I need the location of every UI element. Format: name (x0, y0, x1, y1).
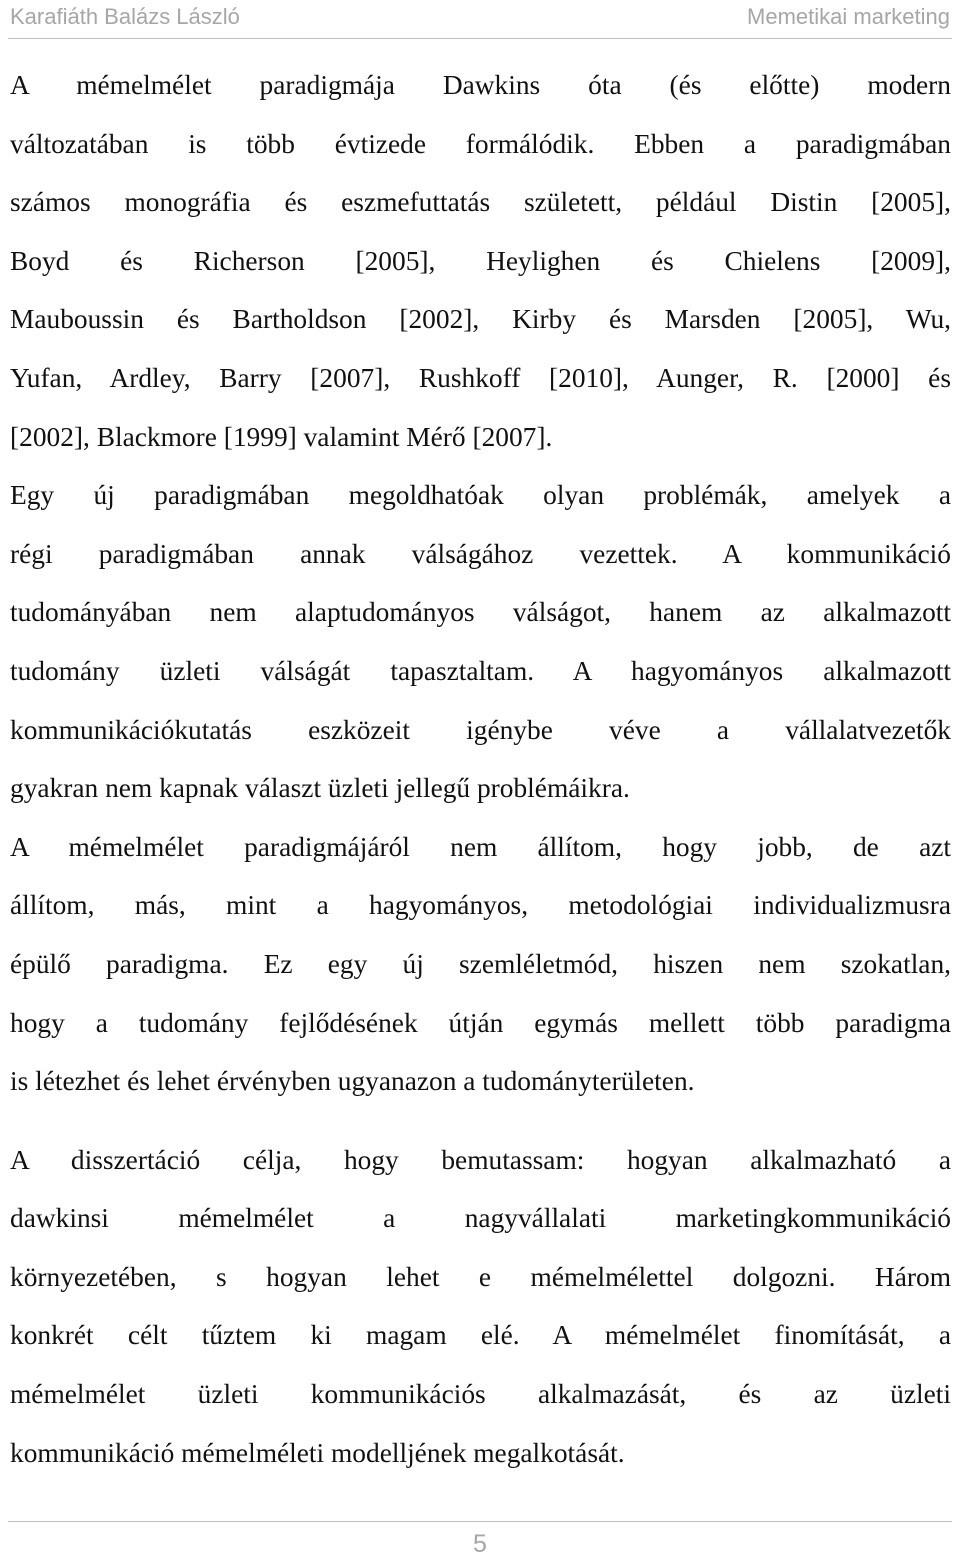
text-line: kommunikáció mémelméleti modelljének megalkotását. (10, 1437, 625, 1468)
paragraph-spacer (10, 1111, 951, 1131)
text-line: épülő paradigma. Ez egy új szemléletmód, hiszen nem szokatlan, (10, 948, 951, 979)
paragraph-4 (10, 1131, 951, 1483)
page-number: 5 (473, 1530, 487, 1558)
text-line: [2002], Blackmore [1999] valamint Mérő [2007]. (10, 421, 553, 452)
page-header (8, 0, 952, 39)
text-line: állítom, más, mint a hagyományos, metodológiai individualizmusra (10, 890, 951, 921)
text-line: környezetében, s hogyan lehet e mémelmélettel dolgozni. Három (10, 1261, 951, 1292)
header-author: Karafiáth Balázs László (10, 4, 240, 29)
header-title: Memetikai marketing (747, 4, 950, 29)
text-line: is létezhet és lehet érvényben ugyanazon a tudományterületen. (10, 1066, 695, 1097)
text-line: mémelmélet üzleti kommunikációs alkalmazását, és az üzleti (10, 1379, 951, 1410)
text-line: A mémelmélet paradigmája Dawkins óta (és előtte) modern (10, 70, 951, 100)
paragraph-1 (10, 56, 951, 466)
text-line: Mauboussin és Bartholdson [2002], Kirby és Marsden [2005], Wu, (10, 304, 951, 335)
document-body (10, 56, 951, 1482)
text-line: dawkinsi mémelmélet a nagyvállalati marketingkommunikáció (10, 1203, 951, 1234)
paragraph-2 (10, 466, 951, 818)
text-line: változatában is több évtizede formálódik. Ebben a paradigmában (10, 128, 951, 159)
text-line: A disszertáció célja, hogy bemutassam: hogyan alkalmazható a (10, 1144, 951, 1175)
text-line: Egy új paradigmában megoldhatóak olyan problémák, amelyek a (10, 480, 951, 511)
text-line: kommunikációkutatás eszközeit igénybe véve a vállalatvezetők (10, 714, 951, 745)
text-line: régi paradigmában annak válságához vezettek. A kommunikáció (10, 538, 951, 569)
text-line: tudomány üzleti válságát tapasztaltam. A hagyományos alkalmazott (10, 655, 951, 686)
text-line: A mémelmélet paradigmájáról nem állítom, hogy jobb, de azt (10, 831, 951, 862)
text-line: Boyd és Richerson [2005], Heylighen és Chielens [2009], (10, 245, 951, 276)
text-line: Yufan, Ardley, Barry [2007], Rushkoff [2010], Aunger, R. [2000] és (10, 362, 951, 393)
text-line: számos monográfia és eszmefuttatás született, például Distin [2005], (10, 187, 951, 218)
page-footer (8, 1521, 952, 1565)
text-line: hogy a tudomány fejlődésének útján egymás mellett több paradigma (10, 1007, 951, 1038)
text-line: tudományában nem alaptudományos válságot, hanem az alkalmazott (10, 597, 951, 628)
text-line: konkrét célt tűztem ki magam elé. A mémelmélet finomítását, a (10, 1320, 951, 1351)
text-line: gyakran nem kapnak választ üzleti jellegű problémáikra. (10, 773, 630, 804)
paragraph-3 (10, 818, 951, 1111)
